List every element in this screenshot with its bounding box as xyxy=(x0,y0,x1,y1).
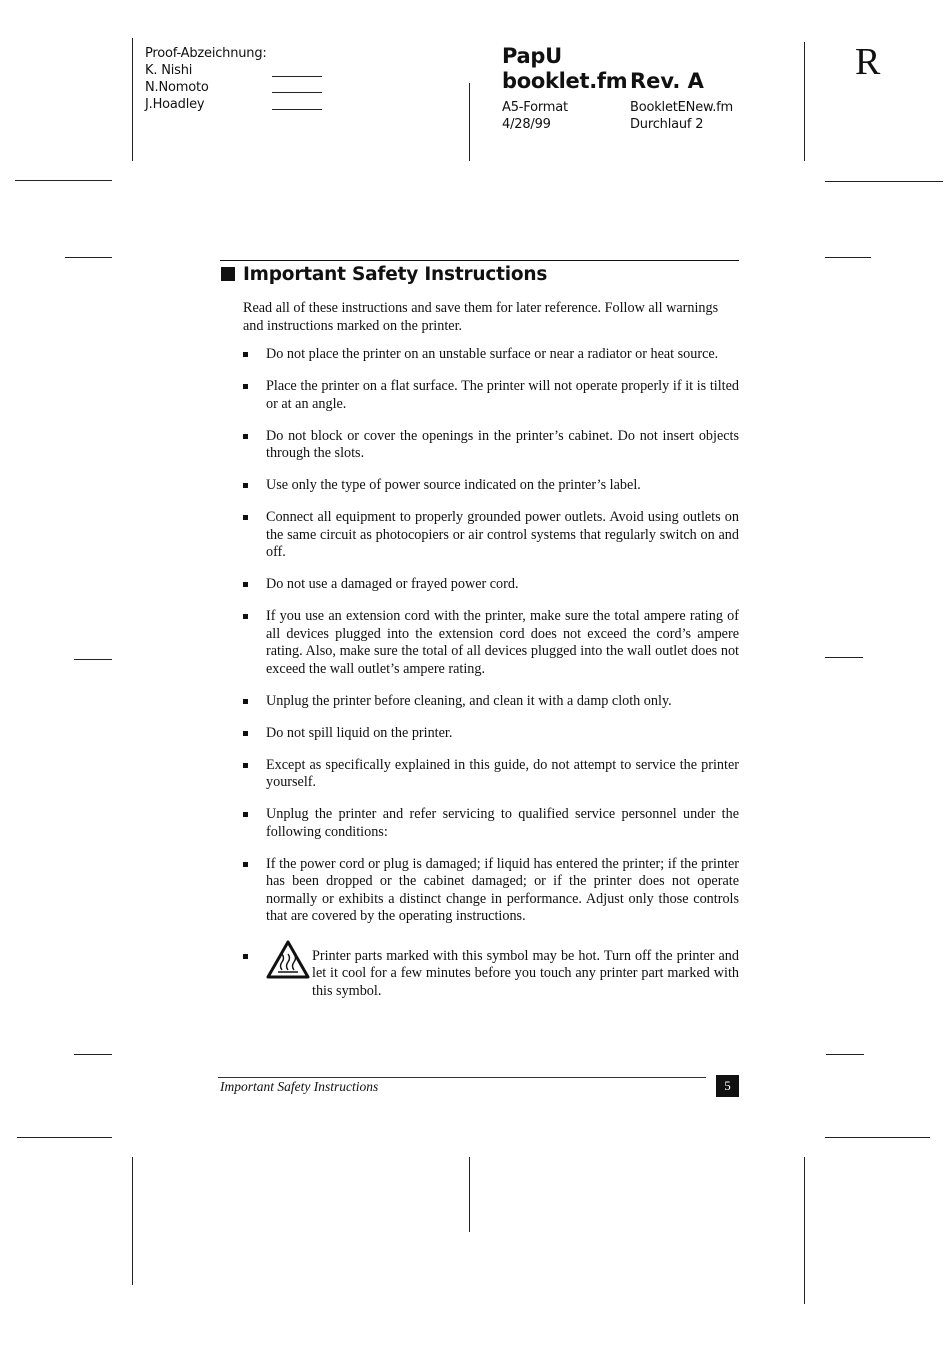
doc-name-line2: booklet.fm xyxy=(502,69,628,93)
signature-line xyxy=(272,109,322,110)
frame-line xyxy=(132,1157,133,1285)
crop-mark xyxy=(65,257,112,258)
bullet-icon xyxy=(243,352,248,357)
frame-line xyxy=(469,1157,470,1232)
list-item: Do not spill liquid on the printer. xyxy=(243,725,739,743)
crop-mark xyxy=(825,181,943,182)
footer-running-title: Important Safety Instructions xyxy=(220,1079,379,1094)
crop-mark xyxy=(825,257,871,258)
date: 4/28/99 xyxy=(502,117,551,132)
footer-rule xyxy=(218,1077,706,1078)
bullet-icon xyxy=(243,434,248,439)
bullet-icon xyxy=(243,954,248,959)
crop-mark xyxy=(825,657,863,658)
safety-list xyxy=(243,346,739,1015)
bullet-icon xyxy=(243,384,248,389)
proof-label: Proof-Abzeichnung: xyxy=(145,46,267,61)
section-rule xyxy=(220,260,739,261)
page-number: 5 xyxy=(716,1075,739,1097)
list-item: Do not use a damaged or frayed power cord. xyxy=(243,576,739,594)
list-item: If the power cord or plug is damaged; if liquid has entered the printer; if the printer has been dropped or the cabinet damaged; or if the printer does not operate normally or exhibits a distinct change in performance. Adjust only those controls that are covered by the operating instructions. xyxy=(243,856,739,926)
bullet-icon xyxy=(243,699,248,704)
signature-line xyxy=(272,92,322,93)
bullet-icon xyxy=(243,582,248,587)
list-item: Connect all equipment to properly grounded power outlets. Avoid using outlets on the same circuit as photocopiers or air control systems that regularly switch on and off. xyxy=(243,509,739,562)
frame-line xyxy=(469,83,470,161)
list-item: Unplug the printer before cleaning, and clean it with a damp cloth only. xyxy=(243,693,739,711)
hot-surface-warning-icon xyxy=(266,940,310,980)
crop-mark xyxy=(74,1054,112,1055)
crop-mark xyxy=(15,180,112,181)
list-item: If you use an extension cord with the printer, make sure the total ampere rating of all devices plugged into the extension cord does not exceed the cord’s ampere rating. Also, make sure the total of all devices plugged into the wall outlet does not exceed the wall outlet’s ampere rating. xyxy=(243,608,739,678)
pass: Durchlauf 2 xyxy=(630,117,704,132)
reviewer-name: K. Nishi xyxy=(145,63,193,78)
list-item: Do not block or cover the openings in the printer’s cabinet. Do not insert objects through the slots. xyxy=(243,428,739,463)
list-item: Do not place the printer on an unstable surface or near a radiator or heat source. xyxy=(243,346,739,364)
crop-mark xyxy=(826,1054,864,1055)
doc-name-line1: PapU xyxy=(502,44,562,68)
doc-name xyxy=(502,44,627,94)
corner-mark: R xyxy=(855,41,881,83)
section-heading: Important Safety Instructions xyxy=(243,264,548,285)
signature-line xyxy=(272,76,322,77)
list-item: Use only the type of power source indicated on the printer’s label. xyxy=(243,477,739,495)
heading-square-icon xyxy=(221,267,235,281)
bullet-icon xyxy=(243,483,248,488)
format: A5-Format xyxy=(502,100,568,115)
crop-mark xyxy=(74,659,112,660)
reviewer-name: N.Nomoto xyxy=(145,80,209,95)
bullet-icon xyxy=(243,763,248,768)
bullet-icon xyxy=(243,731,248,736)
hot-warning-text: Printer parts marked with this symbol may be hot. Turn off the printer and let it cool for a few minutes before you touch any printer part marked with this symbol. xyxy=(312,947,739,999)
reviewer-name: J.Hoadley xyxy=(145,97,205,112)
crop-mark xyxy=(17,1137,112,1138)
bullet-icon xyxy=(243,812,248,817)
frame-line xyxy=(132,38,133,161)
source-file: BookletENew.fm xyxy=(630,100,734,115)
frame-line xyxy=(804,1157,805,1304)
crop-mark xyxy=(825,1137,930,1138)
bullet-icon xyxy=(243,515,248,520)
list-item: Place the printer on a flat surface. The printer will not operate properly if it is tilted or at an angle. xyxy=(243,378,739,413)
proof-signoff xyxy=(145,45,267,113)
bullet-icon xyxy=(243,862,248,867)
list-item: Unplug the printer and refer servicing to qualified service personnel under the following conditions: xyxy=(243,806,739,841)
hot-warning-item xyxy=(243,948,739,1001)
bullet-icon xyxy=(243,614,248,619)
revision: Rev. A xyxy=(630,69,704,93)
frame-line xyxy=(804,42,805,161)
list-item: Except as specifically explained in this guide, do not attempt to service the printer yourself. xyxy=(243,757,739,792)
intro-paragraph: Read all of these instructions and save them for later reference. Follow all warnings and instructions marked on the printer. xyxy=(243,300,719,334)
